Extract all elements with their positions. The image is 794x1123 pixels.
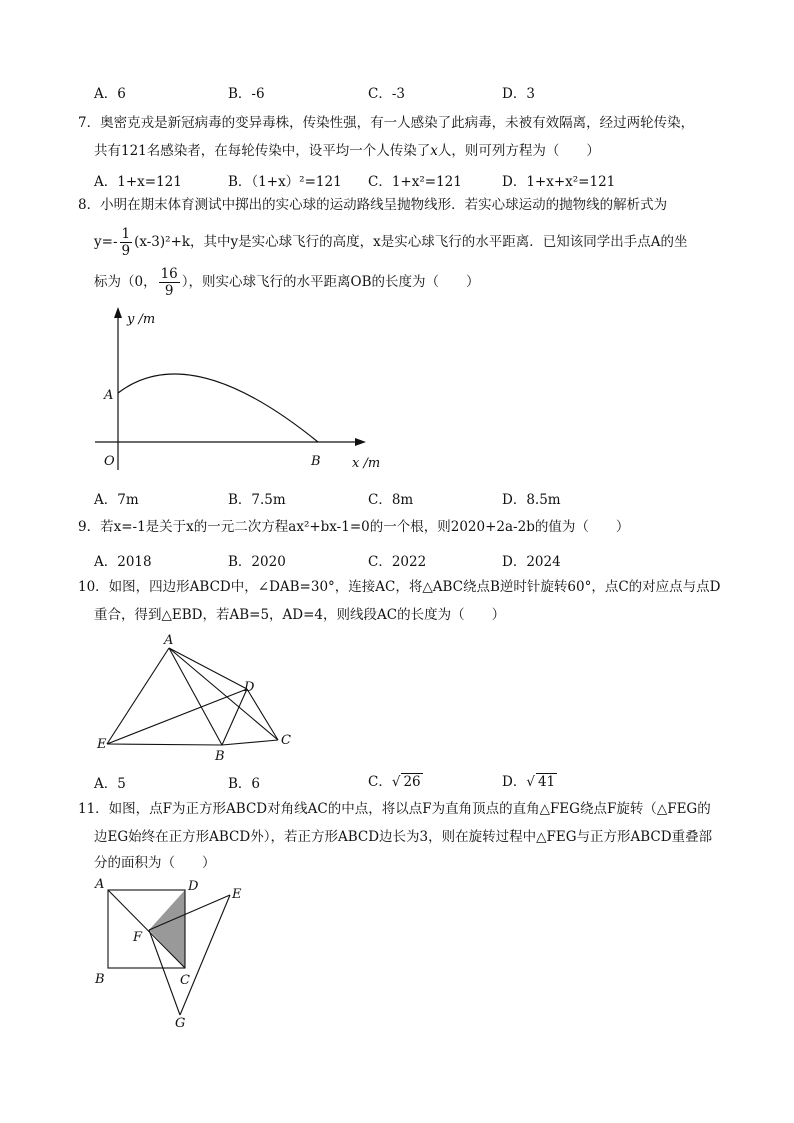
q6-option-c: C．-3 bbox=[368, 86, 405, 102]
q8-stem-line1: 8．小明在期末体育测试中掷出的实心球的运动路线呈抛物线形．若实心球运动的抛物线的解析式为 bbox=[78, 197, 668, 213]
q8-equation-line: y=- $\frac{1}{9}$ (x-3)²+k，其中y是实心球飞行的高度，x是实心球飞行的水平距离．已知该同学出手点A的坐 bbox=[94, 226, 688, 259]
q11-label-d: D bbox=[188, 879, 199, 894]
q10-option-a: A．5 bbox=[94, 776, 126, 792]
q11-overlap-region bbox=[149, 890, 185, 968]
q10-label-b: B bbox=[215, 749, 225, 764]
q8-point-line: 标为（0， $\frac{16}{9}$ ），则实心球飞行的水平距离OB的长度为（ ） bbox=[94, 266, 480, 299]
q8-option-c: C．8m bbox=[368, 492, 414, 508]
q10-option-d: D．√ 41 bbox=[502, 774, 556, 790]
q10-stem-line2: 重合，得到△EBD，若AB=5，AD=4，则线段AC的长度为（ ） bbox=[94, 607, 506, 623]
q11-stem-line3: 分的面积为（ ） bbox=[94, 855, 216, 871]
q7-stem-line1: 7．奥密克戎是新冠病毒的变异毒株，传染性强，有一人感染了此病毒，未被有效隔离，经过两轮传染， bbox=[78, 115, 695, 131]
q8-point-a-label: A bbox=[104, 388, 114, 403]
q11-stem-line1: 11．如图，点F为正方形ABCD对角线AC的中点，将以点F为直角顶点的直角△FEG绕点F旋转（△FEG的 bbox=[78, 801, 711, 817]
q11-label-b: B bbox=[95, 972, 105, 987]
q11-label-a: A bbox=[95, 877, 105, 892]
q9-stem: 9．若x=-1是关于x的一元二次方程ax²+bx-1=0的一个根，则2020+2a-2b的值为（ ） bbox=[78, 519, 630, 535]
q8-option-a: A．7m bbox=[94, 492, 139, 508]
q8-y-axis-label: y /m bbox=[127, 312, 156, 327]
q10-label-a: A bbox=[164, 633, 174, 648]
q10-label-d: D bbox=[244, 680, 255, 695]
q6-option-b: B．-6 bbox=[228, 86, 265, 102]
q10-option-c: C．√ 26 bbox=[368, 774, 421, 790]
q8-point-fraction: $\frac{16}{9}$ bbox=[160, 266, 178, 299]
q9-option-c: C．2022 bbox=[368, 554, 427, 570]
q7-option-b: B．（1+x）²=121 bbox=[228, 174, 342, 190]
q9-option-b: B．2020 bbox=[228, 554, 286, 570]
q10-stem-line1: 10．如图，四边形ABCD中，∠DAB=30°，连接AC，将△ABC绕点B逆时针旋转60°，点C的对应点与点D bbox=[78, 579, 721, 595]
q6-option-d: D．3 bbox=[502, 86, 535, 102]
q8-point-b-label: B bbox=[311, 454, 321, 469]
q10-label-e: E bbox=[97, 737, 107, 752]
q7-stem-line2: 共有121名感染者，在每轮传染中，设平均一个人传染了x人，则可列方程为（ ） bbox=[94, 143, 600, 159]
q11-label-c: C bbox=[180, 973, 190, 988]
q7-option-a: A．1+x=121 bbox=[94, 174, 182, 190]
q7-option-c: C．1+x²=121 bbox=[368, 174, 462, 190]
q8-option-d: D．8.5m bbox=[502, 492, 561, 508]
q11-label-g: G bbox=[175, 1016, 186, 1031]
q6-option-a: A．6 bbox=[94, 86, 126, 102]
q11-label-f: F bbox=[133, 930, 143, 945]
q8-x-axis-label: x /m bbox=[352, 456, 381, 471]
q9-option-a: A．2018 bbox=[94, 554, 152, 570]
q10-label-c: C bbox=[281, 733, 291, 748]
q10-option-b: B．6 bbox=[228, 776, 261, 792]
q8-option-b: B．7.5m bbox=[228, 492, 286, 508]
q11-label-e: E bbox=[232, 887, 242, 902]
q8-equation-fraction: $\frac{1}{9}$ bbox=[121, 226, 131, 259]
q9-option-d: D．2024 bbox=[502, 554, 561, 570]
q11-stem-line2: 边EG始终在正方形ABCD外），若正方形ABCD边长为3，则在旋转过程中△FEG与正方形ABCD重叠部 bbox=[94, 829, 713, 845]
q7-option-d: D．1+x+x²=121 bbox=[502, 174, 616, 190]
q8-origin-label: O bbox=[104, 454, 115, 469]
